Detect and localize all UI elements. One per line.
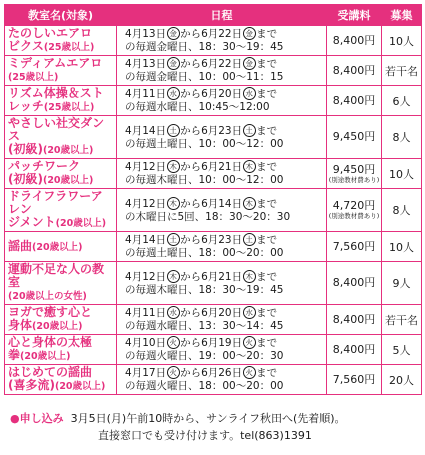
end-day: 21 [218,161,232,173]
application-note [10,410,425,444]
schedule-dates: 4月17日 火 から6月26日 火 まで [125,367,278,379]
weekday-circle: 土 [167,233,180,246]
schedule-cell [117,262,327,305]
course-name-cont: レッチ [8,99,44,113]
weekday-circle: 金 [243,57,256,70]
end-day: 20 [218,88,232,100]
capacity-cell: 6人 [382,86,422,116]
course-cell [5,262,117,305]
end-month: 6 [201,88,208,100]
weekday-circle: 水 [167,87,180,100]
course-name: ミディアムエアロ [8,56,103,70]
start-day: 12 [142,161,156,173]
capacity-cell: 5人 [382,335,422,365]
table-row [5,86,422,116]
start-day: 11 [142,307,156,319]
end-day: 26 [218,367,232,379]
start-month: 4 [125,234,132,246]
weekday-circle: 水 [243,87,256,100]
course-name-cont: ビクス [8,39,44,53]
application-line-2: 直接窓口でも受け付けます。tel(863)1391 [98,429,312,442]
course-target: (25歳以上) [43,42,95,53]
start-month: 4 [125,270,132,283]
start-month: 4 [125,88,132,100]
weekday-circle: 火 [243,336,256,349]
fee-value: 8,400円 [332,93,376,107]
course-target: (25歳以上) [43,102,95,113]
schedule-time: の毎週水曜日、10:45～12:00 [125,101,270,113]
end-month: 6 [201,124,208,137]
course-cell [5,86,117,116]
capacity-cell: 若干名 [382,305,422,335]
fee-cell [327,232,382,262]
table-row [5,56,422,86]
end-month: 6 [201,28,208,40]
weekday-circle: 木 [167,197,180,210]
end-day: 21 [218,270,232,283]
start-day: 17 [142,367,156,379]
course-target: (20歳以上の女性) [8,291,87,302]
weekday-circle: 金 [243,27,256,40]
course-name-cont: ジメント [8,215,56,229]
course-name-cont: (喜多流) [8,378,55,392]
application-label: ●申し込み [10,412,64,425]
fee-note: (別途教材費あり) [328,212,380,220]
header-schedule: 日程 [117,5,327,26]
schedule-dates: 4月10日 火 から6月19日 火 まで [125,337,278,349]
schedule-cell [117,189,327,232]
capacity-cell: 10人 [382,232,422,262]
schedule-cell [117,86,327,116]
fee-value: 8,400円 [332,342,376,356]
start-month: 4 [125,307,132,319]
course-cell [5,116,117,159]
course-cell [5,365,117,395]
end-day: 23 [218,124,232,137]
fee-value: 8,400円 [332,63,376,77]
end-day: 23 [218,234,232,246]
end-day: 22 [218,58,232,70]
fee-value: 9,450円 [332,162,376,176]
start-day: 14 [142,124,156,137]
course-name: 謡曲 [8,238,33,253]
schedule-cell [117,159,327,189]
schedule-sheet [4,4,421,442]
course-cell [5,232,117,262]
weekday-circle: 土 [167,124,180,137]
start-day: 12 [142,197,156,210]
weekday-circle: 木 [167,270,180,283]
course-cell [5,189,117,232]
table-header-row [5,5,422,26]
fee-cell [327,305,382,335]
weekday-circle: 土 [243,233,256,246]
course-name-cont: (初級) [8,142,43,156]
fee-cell [327,189,382,232]
weekday-circle: 金 [167,57,180,70]
start-day: 14 [142,234,156,246]
table-row [5,26,422,56]
schedule-dates: 4月13日 金 から6月22日 金 まで [125,58,278,70]
table-row [5,159,422,189]
fee-cell [327,159,382,189]
capacity-cell: 8人 [382,116,422,159]
capacity-cell: 10人 [382,26,422,56]
fee-note: (別途教材費あり) [328,175,380,184]
schedule-time: の毎週金曜日、18：30～19：45 [125,41,284,53]
table-row [5,335,422,365]
weekday-circle: 火 [243,366,256,379]
schedule-cell [117,305,327,335]
course-target: (20歳以上) [55,218,107,229]
start-day: 11 [142,88,156,100]
start-month: 4 [125,161,132,173]
table-row [5,365,422,395]
schedule-dates: 4月14日 土 から6月23日 土 まで [125,124,278,137]
course-name: 運動不足な人の教室 [8,262,105,289]
fee-value: 8,400円 [332,33,376,47]
schedule-dates: 4月14日 土 から6月23日 土 まで [125,234,278,246]
course-name-cont: (初級) [8,172,43,186]
schedule-time: の毎週土曜日、10：00～12：00 [125,137,284,150]
fee-value: 7,560円 [332,239,376,253]
capacity-cell: 9人 [382,262,422,305]
start-day: 10 [142,337,156,349]
fee-cell [327,262,382,305]
weekday-circle: 木 [167,160,180,173]
fee-cell [327,365,382,395]
weekday-circle: 水 [243,306,256,319]
fee-cell [327,86,382,116]
schedule-dates: 4月13日 金 から6月22日 金 まで [125,28,278,40]
schedule-dates: 4月11日 水 から6月20日 水 まで [125,307,278,319]
end-day: 14 [218,197,232,210]
header-fee: 受講料 [327,5,382,26]
weekday-circle: 木 [243,197,256,210]
course-name: リズム体操＆スト [8,86,104,100]
schedule-dates: 4月12日 木 から6月21日 木 まで [125,270,278,283]
table-row [5,262,422,305]
weekday-circle: 火 [167,336,180,349]
start-month: 4 [125,124,132,137]
weekday-circle: 土 [243,124,256,137]
course-name: はじめての謡曲 [8,365,93,379]
header-capacity: 募集 [382,5,422,26]
weekday-circle: 木 [243,160,256,173]
course-name: やさしい社交ダンス [8,116,105,143]
end-month: 6 [201,307,208,319]
end-day: 20 [218,307,232,319]
start-day: 13 [142,28,156,40]
schedule-time: の毎週金曜日、10：00～11：15 [125,71,284,83]
schedule-time: の毎週土曜日、18：00～20：00 [125,247,284,259]
course-cell [5,335,117,365]
schedule-cell [117,365,327,395]
application-line-1: 3月5日(月)午前10時から、サンライフ秋田へ(先着順)。 [70,412,346,425]
fee-value: 8,400円 [332,312,376,326]
weekday-circle: 木 [243,270,256,283]
weekday-circle: 金 [167,27,180,40]
start-month: 4 [125,367,132,379]
weekday-circle: 水 [167,306,180,319]
course-name: ドライフラワーアレン [8,189,103,216]
fee-value: 4,720円 [332,199,376,212]
end-month: 6 [201,58,208,70]
course-target: (20歳以上) [32,321,83,332]
course-table [4,4,422,395]
course-cell [5,56,117,86]
schedule-time: の毎週木曜日、10：00～12：00 [125,174,284,186]
fee-cell [327,116,382,159]
course-target: (20歳以上) [54,381,106,392]
schedule-time: の毎週木曜日、18：30～19：45 [125,283,284,296]
end-month: 6 [201,270,208,283]
start-day: 13 [142,58,156,70]
fee-value: 8,400円 [332,276,376,289]
course-name-cont: 身体 [8,318,33,332]
start-month: 4 [125,58,132,70]
course-target: (20歳以上) [20,351,71,362]
weekday-circle: 火 [167,366,180,379]
end-month: 6 [201,161,208,173]
schedule-time: の毎週火曜日、18：00～20：00 [125,380,284,392]
header-course: 教室名(対象) [5,5,117,26]
end-month: 6 [201,234,208,246]
schedule-time: の毎週水曜日、13：30～14：45 [125,320,284,332]
course-name: パッチワーク [8,159,81,173]
fee-cell [327,56,382,86]
start-day: 12 [142,270,156,283]
schedule-cell [117,335,327,365]
fee-cell [327,26,382,56]
course-name-cont: 拳 [8,348,21,362]
fee-value: 9,450円 [332,130,376,143]
capacity-cell: 8人 [382,189,422,232]
fee-value: 7,560円 [332,372,376,386]
course-cell [5,26,117,56]
start-month: 4 [125,28,132,40]
table-row [5,116,422,159]
capacity-cell: 若干名 [382,56,422,86]
end-month: 6 [201,197,208,210]
schedule-cell [117,26,327,56]
end-month: 6 [201,337,208,349]
course-target: (20歳以上) [42,145,94,156]
course-cell [5,305,117,335]
course-target: (20歳以上) [42,175,94,186]
schedule-dates: 4月12日 木 から6月14日 木 まで [125,197,278,210]
course-name: たのしいエアロ [8,26,93,40]
start-month: 4 [125,337,132,349]
schedule-cell [117,56,327,86]
end-month: 6 [201,367,208,379]
course-cell [5,159,117,189]
fee-cell [327,335,382,365]
schedule-time: の毎週火曜日、19：00～20：30 [125,350,284,362]
start-month: 4 [125,197,132,210]
schedule-dates: 4月12日 木 から6月21日 木 まで [125,161,278,173]
capacity-cell: 20人 [382,365,422,395]
schedule-cell [117,232,327,262]
course-target: (20歳以上) [32,241,83,253]
schedule-cell [117,116,327,159]
end-day: 22 [218,28,232,40]
table-row [5,232,422,262]
table-row [5,305,422,335]
schedule-time: の木曜日に5回、18：30～20：30 [125,210,291,223]
course-name: 心と身体の太極 [8,335,93,349]
course-name: ヨガで癒す心と [8,305,93,319]
capacity-cell: 10人 [382,159,422,189]
end-day: 19 [218,337,232,349]
table-row [5,189,422,232]
course-target: (25歳以上) [8,72,59,83]
schedule-dates: 4月11日 水 から6月20日 水 まで [125,88,278,100]
